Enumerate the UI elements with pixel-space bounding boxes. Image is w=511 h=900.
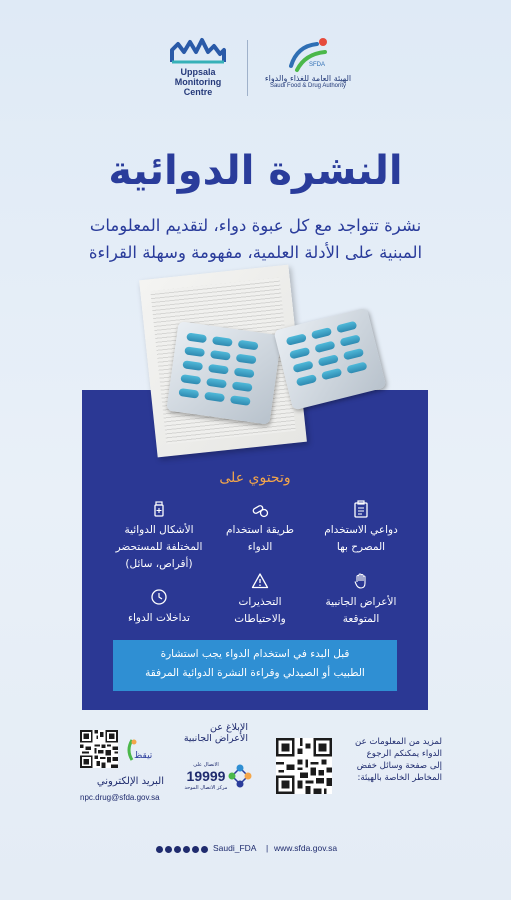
qr-code-icon: [80, 730, 118, 768]
phone-label: الاتصال على: [193, 762, 219, 768]
umc-logo: [158, 36, 238, 97]
pills-icon: [251, 500, 269, 518]
advice-line-2: الطبيب أو الصيدلي وقراءة النشرة الدوائية المرفقة: [145, 667, 365, 679]
umc-name: Uppsala Monitoring Centre: [174, 67, 222, 97]
qr-code-risk-page[interactable]: [276, 738, 332, 794]
social-separator: |: [266, 843, 269, 853]
feature-dosage-forms: الأشكال الدوائية المختلفة للمستحضر (أقراص، سائل): [104, 500, 214, 573]
social-bar: [0, 842, 511, 862]
email-label: البريد الإلكتروني: [96, 776, 164, 787]
reporting-mark-icon: [122, 736, 158, 766]
linkedin-icon[interactable]: [183, 846, 190, 853]
sfda-logo: [258, 36, 358, 89]
medicine-bottle-icon: [150, 500, 168, 518]
contains-heading: وتحتوي على: [219, 470, 291, 486]
feature-usage: طريقة استخدام الدواء: [205, 500, 315, 556]
tiktok-icon[interactable]: [192, 846, 199, 853]
logo-divider: [247, 40, 248, 96]
instagram-icon[interactable]: [174, 846, 181, 853]
report-side-effects: الإبلاغ عن الأعراض الجانبية: [183, 722, 248, 744]
reporting-logo-text: تيقظ: [134, 751, 153, 761]
feature-indications: دواعي الاستخدام المصرح بها: [306, 500, 416, 556]
email-link[interactable]: npc.drug@sfda.gov.sa: [80, 793, 160, 802]
feature-side-effects: الأعراض الجانبية المتوقعة: [306, 572, 416, 628]
footer: [0, 722, 511, 832]
phone-center-label: مركز الاتصال الموحد: [184, 785, 228, 791]
phone-number[interactable]: 19999: [186, 768, 226, 784]
sfda-badge: SFDA: [309, 62, 326, 68]
clipboard-icon: [352, 500, 370, 518]
qr-code-icon: [276, 738, 332, 794]
feature-interactions: تداخلات الدواء: [104, 588, 214, 627]
blister-pack-image: [166, 321, 282, 425]
clock-icon: [150, 588, 168, 606]
page-subtitle: [30, 212, 481, 266]
feature-warnings: التحذيرات والاحتياطات: [205, 572, 315, 628]
hand-icon: [352, 572, 370, 590]
youtube-icon[interactable]: [165, 846, 172, 853]
subtitle-line-1: نشرة تتواجد مع كل عبوة دواء، لتقديم المعلومات: [89, 216, 422, 235]
sfda-name-en: Saudi Food & Drug Authority: [269, 83, 347, 89]
social-icons: [156, 845, 210, 855]
subtitle-line-2: المبنية على الأدلة العلمية، مفهومة وسهلة القراءة: [88, 243, 423, 262]
advice-banner: [113, 640, 397, 691]
header-logos: [0, 36, 511, 106]
social-handle[interactable]: Saudi_FDA: [213, 843, 257, 853]
umc-mark-icon: [168, 36, 228, 66]
page-title: النشرة الدوائية: [108, 148, 403, 194]
sfda-name-ar: الهيئة العامة للغذاء والدواء: [264, 74, 352, 83]
qr-code-email[interactable]: [80, 730, 118, 768]
facebook-icon[interactable]: [201, 846, 208, 853]
snapchat-icon[interactable]: [156, 846, 163, 853]
reporting-logo: [122, 736, 158, 776]
more-info-text: لمزيد من المعلومات عن الدواء يمكنكم الرجوع إلى صفحة وسائل خفض المخاطر الخاصة بالهيئة:: [355, 737, 442, 783]
warning-icon: [251, 572, 269, 590]
advice-line-1: قبل البدء في استخدام الدواء يجب استشارة: [160, 648, 350, 660]
website-link[interactable]: www.sfda.gov.sa: [274, 843, 338, 853]
network-nodes-icon: [226, 762, 254, 790]
sfda-mark-icon: [283, 36, 333, 74]
